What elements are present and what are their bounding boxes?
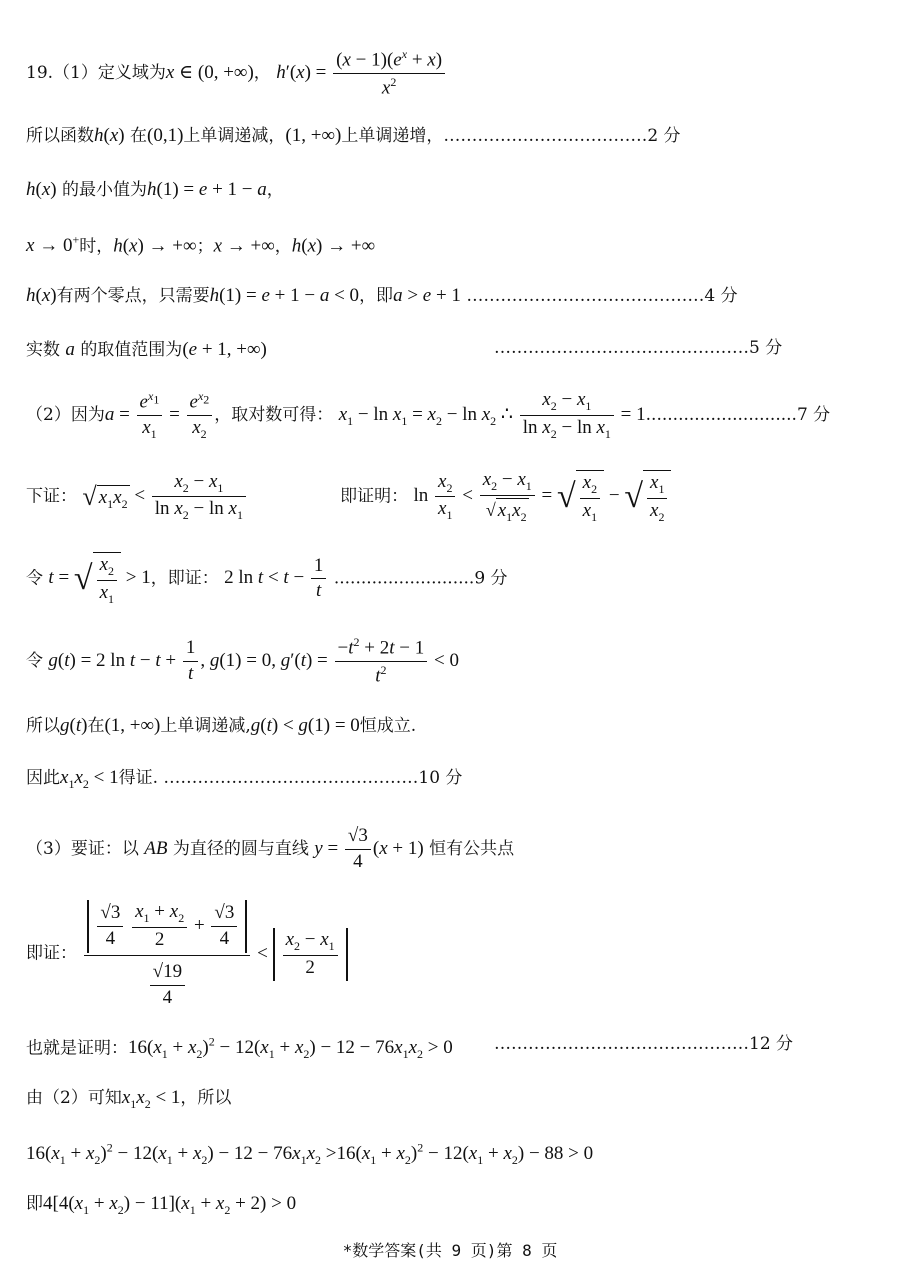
text: 即证： [26, 943, 77, 964]
text: 即 [26, 1194, 43, 1214]
text: 所以函数 [26, 126, 94, 146]
math-h: h(x) [26, 179, 57, 200]
math-interval: (0,1) [147, 125, 184, 146]
math-interval: (1, +∞) [104, 715, 161, 736]
text: ； [196, 236, 214, 257]
math-limit: h(x) → +∞ [291, 235, 376, 257]
line-equivalent-3 [26, 1034, 794, 1062]
math-product: $x_1x_2 < 1$ [121, 1087, 181, 1111]
text: 因此 [26, 768, 60, 788]
math-range: (e + 1, +∞) [182, 339, 267, 360]
text: ， [266, 180, 284, 200]
math-limit: x → +∞ [213, 235, 275, 257]
text: 在 [87, 716, 105, 736]
line-range [26, 338, 783, 360]
score-mark: ………………………………2 分 [443, 126, 681, 146]
math-g: g(t) = 2 ln t − t + $\frac{1}{t}$ , g(1) = 0, g′(t) = $\frac{-t^2 + 2t - 1}{t^2}$ < 0 [48, 635, 459, 687]
text: 为直径的圆与直线 [172, 838, 309, 859]
text: ，即 [359, 286, 394, 306]
text: （3）要证：以 [26, 838, 139, 859]
line-two-zeros [26, 286, 738, 305]
text: 的取值范围为 [80, 340, 183, 360]
math-condition: h(1) = e + 1 − a < 0 [209, 285, 360, 306]
math-product: $x_1x_2 < 1$ [60, 767, 119, 791]
math-g: g(t) [60, 715, 88, 736]
math-derivative: h′(x) = $\frac{(x - 1)(e^x + x)}{x^2}$ [276, 62, 447, 83]
math-line: y = $\frac{√3}{4}$ (x + 1) [314, 825, 424, 872]
text: 在 [130, 126, 147, 146]
math-equivalent: ln $\frac{x_2}{x_1}$ < $\frac{x_2 - x_1}{√ x_1x_2}$ = √ $\frac{x_2}{x_1}$ − √ $\frac{x_1}{x_2}$ [414, 485, 672, 506]
line-part2-start [26, 390, 830, 441]
math-factored: $4[4(x_1 + x_2) - 11](x_1 + x_2 + 2) > 0$ [43, 1193, 297, 1217]
math-min: h(1) = e + 1 − a [147, 179, 267, 200]
text: 上单调递减， [183, 126, 286, 146]
math-poly: $16(x_1 + x_2)^2 - 12(x_1 + x_2) - 12 - 76x_1x_2 > 0$ [128, 1035, 453, 1062]
line-poly-chain [26, 1142, 593, 1166]
text: 的最小值为 [62, 180, 147, 200]
page-footer: *数学答案(共 9 页)第 8 页 [342, 1241, 558, 1260]
text: ，即证： [150, 568, 219, 589]
line-factored [26, 1194, 296, 1216]
math-h: h(x) [26, 285, 57, 306]
math-poly-chain: $16(x_1 + x_2)^2 - 12(x_1 + x_2) - 12 - 76x_1x_2 >16(x_1 + x_2)^2 - 12(x_1 + x_2) - 88 > 0$ [26, 1141, 594, 1168]
score-mark: 得证. ………………………………………10 分 [118, 768, 463, 788]
text: 所以 [26, 716, 60, 736]
score-mark: ……………………………………4 分 [466, 286, 738, 306]
line-distance-ineq [26, 900, 348, 1009]
text: 也就是证明： [26, 1038, 128, 1059]
line-substitute-t [26, 552, 508, 606]
line-monotonic [26, 126, 681, 145]
math-a-equal: a = $\frac{e^{x_1}}{x_1}$ = $\frac{e^{x_2}}{x_2}$ [105, 404, 214, 425]
math-AB: AB [144, 837, 168, 859]
math-inequality: √ $x_1x_2$ < $\frac{x_2 - x_1}{\ln x_2 - \ln x_1}$ [82, 485, 252, 506]
text: 上单调递减, [160, 716, 251, 736]
text: 恒成立. [359, 716, 417, 736]
line-to-prove [26, 470, 671, 524]
math-interval: (1, +∞) [285, 125, 342, 146]
text: ，取对数可得： [214, 404, 334, 425]
math-t-def: t = √ $\frac{x_2}{x_1}$ > 1 [48, 554, 151, 606]
math-limit: x → 0+ [26, 233, 80, 257]
line-from-part2 [26, 1088, 231, 1110]
line-g-decreasing [26, 716, 416, 735]
text: 恒有公共点 [429, 838, 515, 859]
text: 即证明： [340, 486, 409, 507]
text: 时， [79, 236, 114, 257]
math-distance: $\frac{√3}{4}$ $\frac{x_1 + x_2}{2}$ + $\frac{√3}{4}$ $\frac{√19}{4}$ < $\frac{x_2 - x_1}{2}$ [82, 943, 347, 964]
math-g-ineq: g(t) < g(1) = 0 [250, 715, 360, 736]
text-comma: ， [253, 63, 271, 84]
text: 令 [26, 651, 43, 672]
text: 有两个零点，只需要 [56, 286, 210, 306]
text: （2）因为 [26, 404, 105, 425]
text: 由（2）可知 [26, 1088, 122, 1108]
text: 下证： [26, 486, 77, 507]
math-limit: h(x) → +∞ [113, 235, 197, 257]
text-label: 19.（1）定义域为 [26, 63, 166, 84]
text: ，所以 [180, 1088, 232, 1108]
math-t-ineq: 2 ln t < t − $\frac{1}{t}$ [224, 567, 328, 588]
math-log-eq: $x_1 - \ln x_1 = x_2 - \ln x_2$ ∴ $\frac{x_2 - x_1}{\ln x_2 - \ln x_1}$ = 1 [338, 389, 646, 441]
line-part3-start [26, 826, 514, 873]
line-domain-derivative [26, 48, 447, 99]
math-result: a > e + 1 [393, 285, 461, 306]
text: ， [274, 236, 292, 257]
line-conclusion-2 [26, 768, 462, 790]
math-h: h(x) [94, 125, 125, 146]
line-minimum [26, 180, 284, 199]
score-mark: ………………………………………12 分 [494, 1034, 794, 1054]
text: 实数 [26, 340, 60, 360]
math-domain: x ∈ (0, +∞) [165, 62, 254, 84]
score-mark: ..........................9 分 [333, 568, 508, 589]
score-mark: ............................7 分 [645, 404, 831, 425]
math-a: a [65, 339, 75, 360]
score-mark: ………………………………………5 分 [494, 338, 783, 358]
line-g-def [26, 636, 459, 687]
line-limits [26, 234, 375, 255]
text: 上单调递增， [341, 126, 444, 146]
text: 令 [26, 568, 43, 589]
